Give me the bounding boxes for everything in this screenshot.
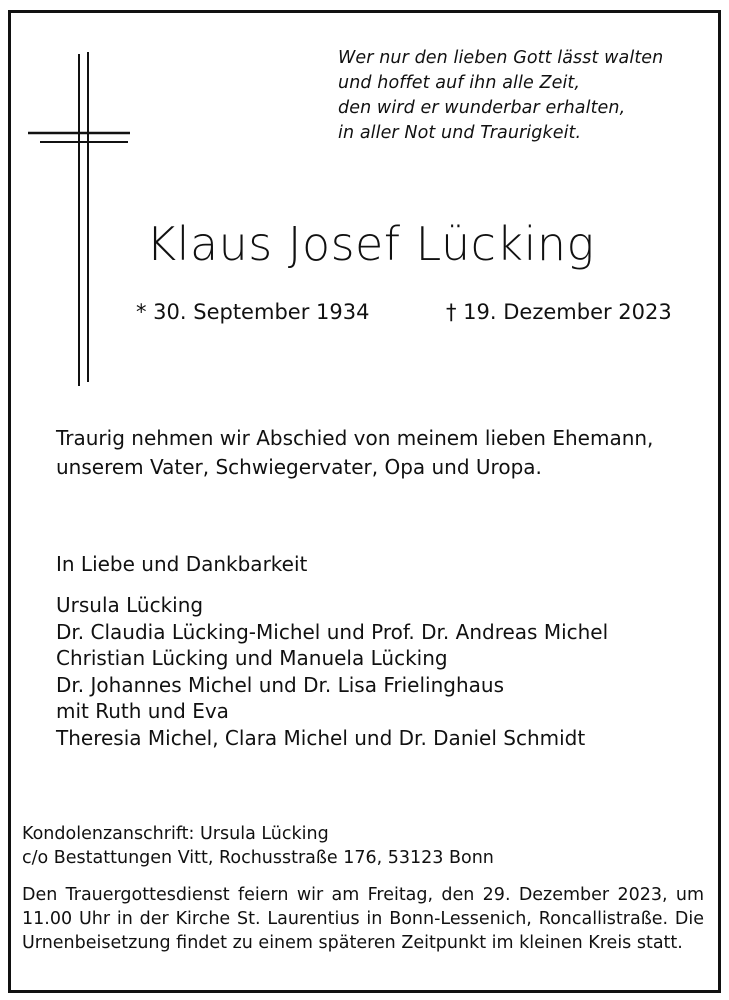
birth-date: * 30. September 1934 xyxy=(136,300,370,324)
intro-line: unserem Vater, Schwiegervater, Opa und Uropa. xyxy=(56,455,542,479)
condolence-line: Kondolenzanschrift: Ursula Lücking xyxy=(22,824,329,844)
intro-text xyxy=(56,424,716,482)
poem-line: in aller Not und Traurigkeit. xyxy=(338,123,582,143)
poem-line: Wer nur den lieben Gott lässt walten xyxy=(338,48,664,68)
condolence-address xyxy=(22,822,712,870)
life-dates xyxy=(136,297,706,327)
service-info: Den Trauergottesdienst feiern wir am Freitag, den 29. Dezember 2023, um 11.00 Uhr in der Kirche St. Laurentius in Bonn-Lessenich, Roncallistraße. Die Urnenbeisetzung findet zu einem späteren Zeitpunkt im kleinen Kreis statt. xyxy=(22,885,704,953)
signer: Dr. Johannes Michel und Dr. Lisa Frielinghaus xyxy=(56,672,504,697)
poem xyxy=(338,46,708,146)
cross-icon xyxy=(26,52,132,388)
deceased-name: Klaus Josef Lücking xyxy=(146,217,595,271)
poem-line: und hoffet auf ihn alle Zeit, xyxy=(338,73,581,93)
signer: Theresia Michel, Clara Michel und Dr. Daniel Schmidt xyxy=(56,725,586,750)
signer: Ursula Lücking xyxy=(56,593,204,617)
signers-list xyxy=(56,592,608,751)
death-date: † 19. Dezember 2023 xyxy=(446,300,672,324)
signer: Dr. Claudia Lücking-Michel und Prof. Dr. Andreas Michel xyxy=(56,619,609,644)
closing-line: In Liebe und Dankbarkeit xyxy=(56,552,308,576)
poem-line: den wird er wunderbar erhalten, xyxy=(338,98,626,118)
intro-line: Traurig nehmen wir Abschied von meinem lieben Ehemann, xyxy=(56,426,654,450)
signer: mit Ruth und Eva xyxy=(56,699,229,723)
condolence-line: c/o Bestattungen Vitt, Rochusstraße 176, 53123 Bonn xyxy=(22,848,494,868)
signer: Christian Lücking und Manuela Lücking xyxy=(56,646,448,670)
